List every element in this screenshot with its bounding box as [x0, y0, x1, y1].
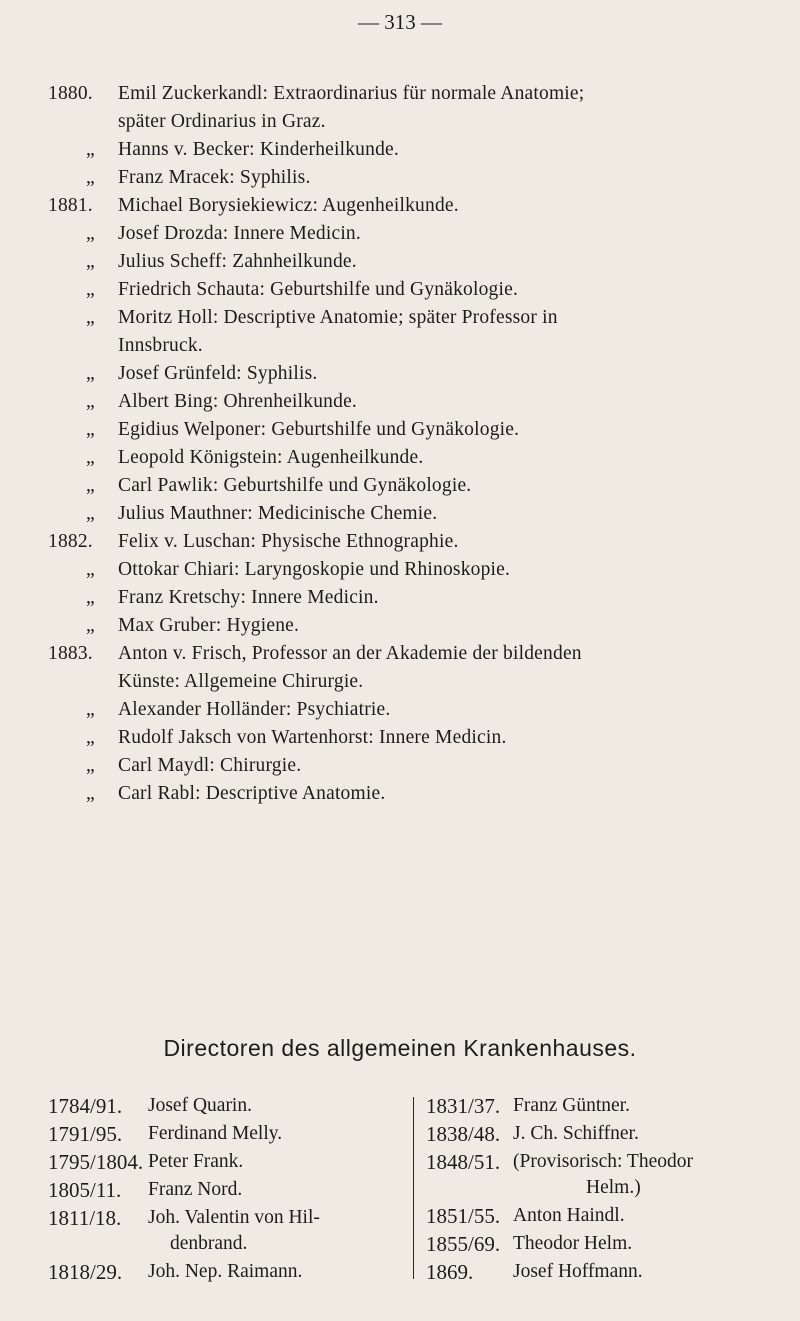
director-name: Theodor Helm.: [513, 1233, 633, 1254]
entry-year: „: [86, 783, 95, 804]
director-entry: [426, 1149, 776, 1201]
director-entry: [48, 1093, 388, 1119]
director-entry: [48, 1149, 388, 1175]
entry-year: „: [86, 447, 95, 468]
appointment-entry: [48, 752, 768, 780]
director-term: 1869.: [426, 1260, 474, 1284]
appointment-entry: [48, 80, 768, 136]
appointment-entry: [48, 304, 768, 360]
director-entry: [48, 1121, 388, 1147]
director-term: 1791/95.: [48, 1122, 123, 1146]
appointment-entry: [48, 500, 768, 528]
director-entry: [426, 1231, 776, 1257]
entry-text: Alexander Holländer: Psychiatrie.: [118, 699, 391, 720]
entry-text: Franz Kretschy: Innere Medicin.: [118, 587, 379, 608]
entry-year: 1882.: [48, 531, 93, 552]
director-name: Franz Güntner.: [513, 1095, 630, 1116]
director-entry: [426, 1259, 776, 1285]
director-term: 1848/51.: [426, 1150, 501, 1174]
entry-year: „: [86, 503, 95, 524]
director-name: Peter Frank.: [148, 1151, 244, 1172]
appointment-entry: [48, 696, 768, 724]
appointment-entry: [48, 164, 768, 192]
entry-text: Ottokar Chiari: Laryngoskopie und Rhinoskopie.: [118, 559, 511, 580]
section-heading: Directoren des allgemeinen Krankenhauses.: [163, 1035, 637, 1061]
entry-year: „: [86, 167, 95, 188]
entry-text: Josef Drozda: Innere Medicin.: [118, 223, 361, 244]
entry-text: Albert Bing: Ohrenheilkunde.: [118, 391, 358, 412]
director-name: Anton Haindl.: [513, 1205, 625, 1226]
entry-year: „: [86, 307, 95, 328]
director-name: Franz Nord.: [148, 1179, 243, 1200]
entry-text: Anton v. Frisch, Professor an der Akademie der bildenden: [118, 643, 582, 664]
appointment-entry: [48, 780, 768, 808]
entry-continuation: später Ordinarius in Graz.: [118, 111, 326, 132]
entry-year: 1883.: [48, 643, 93, 664]
appointment-entry: [48, 444, 768, 472]
page-number: — 313 —: [358, 10, 442, 34]
entry-year: „: [86, 419, 95, 440]
director-entry: [426, 1093, 776, 1119]
appointment-entry: [48, 640, 768, 696]
column-divider: [413, 1097, 414, 1279]
entry-text: Julius Mauthner: Medicinische Chemie.: [118, 503, 438, 524]
entry-text: Moritz Holl: Descriptive Anatomie; später Professor in: [118, 307, 558, 328]
director-term: 1805/11.: [48, 1178, 122, 1202]
entry-year: „: [86, 363, 95, 384]
director-term: 1838/48.: [426, 1122, 501, 1146]
directors-right-column: [426, 1093, 776, 1287]
director-name-continuation: denbrand.: [170, 1233, 248, 1254]
appointment-entry: [48, 220, 768, 248]
entry-year: „: [86, 559, 95, 580]
director-term: 1831/37.: [426, 1094, 501, 1118]
director-name: Josef Hoffmann.: [513, 1261, 643, 1282]
entry-text: Carl Maydl: Chirurgie.: [118, 755, 302, 776]
director-name: J. Ch. Schiffner.: [513, 1123, 639, 1144]
director-name-continuation: Helm.): [586, 1177, 641, 1198]
appointment-entry: [48, 388, 768, 416]
entry-year: „: [86, 727, 95, 748]
entry-year: „: [86, 391, 95, 412]
entry-year: „: [86, 139, 95, 160]
entry-text: Leopold Königstein: Augenheilkunde.: [118, 447, 424, 468]
entry-text: Emil Zuckerkandl: Extraordinarius für normale Anatomie;: [118, 83, 585, 104]
appointments-list: [48, 80, 768, 808]
entry-year: 1881.: [48, 195, 93, 216]
appointment-entry: [48, 556, 768, 584]
director-entry: [48, 1205, 388, 1257]
appointment-entry: [48, 584, 768, 612]
director-name: Joh. Nep. Raimann.: [148, 1261, 303, 1282]
director-name: Josef Quarin.: [148, 1095, 252, 1116]
director-term: 1784/91.: [48, 1094, 123, 1118]
entry-text: Max Gruber: Hygiene.: [118, 615, 300, 636]
appointment-entry: [48, 416, 768, 444]
appointment-entry: [48, 612, 768, 640]
director-entry: [426, 1121, 776, 1147]
entry-year: „: [86, 615, 95, 636]
entry-continuation: Künste: Allgemeine Chirurgie.: [118, 671, 364, 692]
director-term: 1855/69.: [426, 1232, 501, 1256]
entry-year: 1880.: [48, 83, 93, 104]
entry-year: „: [86, 475, 95, 496]
appointment-entry: [48, 360, 768, 388]
entry-text: Friedrich Schauta: Geburtshilfe und Gynäkologie.: [118, 279, 519, 300]
director-term: 1811/18.: [48, 1206, 122, 1230]
entry-year: „: [86, 755, 95, 776]
entry-text: Josef Grünfeld: Syphilis.: [118, 363, 318, 384]
appointment-entry: [48, 724, 768, 752]
entry-year: „: [86, 699, 95, 720]
director-entry: [48, 1177, 388, 1203]
directors-left-column: [48, 1093, 388, 1287]
director-entry: [48, 1259, 388, 1285]
appointment-entry: [48, 276, 768, 304]
director-entry: [426, 1203, 776, 1229]
director-term: 1818/29.: [48, 1260, 123, 1284]
director-term: 1795/1804.: [48, 1150, 144, 1174]
entry-text: Carl Rabl: Descriptive Anatomie.: [118, 783, 386, 804]
appointment-entry: [48, 248, 768, 276]
director-name: Joh. Valentin von Hil-: [148, 1207, 320, 1228]
director-name: (Provisorisch: Theodor: [513, 1151, 693, 1172]
entry-text: Franz Mracek: Syphilis.: [118, 167, 311, 188]
entry-continuation: Innsbruck.: [118, 335, 203, 356]
appointment-entry: [48, 136, 768, 164]
entry-year: „: [86, 223, 95, 244]
entry-text: Rudolf Jaksch von Wartenhorst: Innere Medicin.: [118, 727, 507, 748]
entry-year: „: [86, 279, 95, 300]
director-term: 1851/55.: [426, 1204, 501, 1228]
appointment-entry: [48, 528, 768, 556]
entry-text: Felix v. Luschan: Physische Ethnographie.: [118, 531, 459, 552]
entry-text: Egidius Welponer: Geburtshilfe und Gynäkologie.: [118, 419, 520, 440]
entry-text: Carl Pawlik: Geburtshilfe und Gynäkologie.: [118, 475, 472, 496]
entry-year: „: [86, 251, 95, 272]
director-name: Ferdinand Melly.: [148, 1123, 283, 1144]
entry-year: „: [86, 587, 95, 608]
entry-text: Hanns v. Becker: Kinderheilkunde.: [118, 139, 399, 160]
entry-text: Julius Scheff: Zahnheilkunde.: [118, 251, 357, 272]
entry-text: Michael Borysiekiewicz: Augenheilkunde.: [118, 195, 459, 216]
appointment-entry: [48, 192, 768, 220]
appointment-entry: [48, 472, 768, 500]
